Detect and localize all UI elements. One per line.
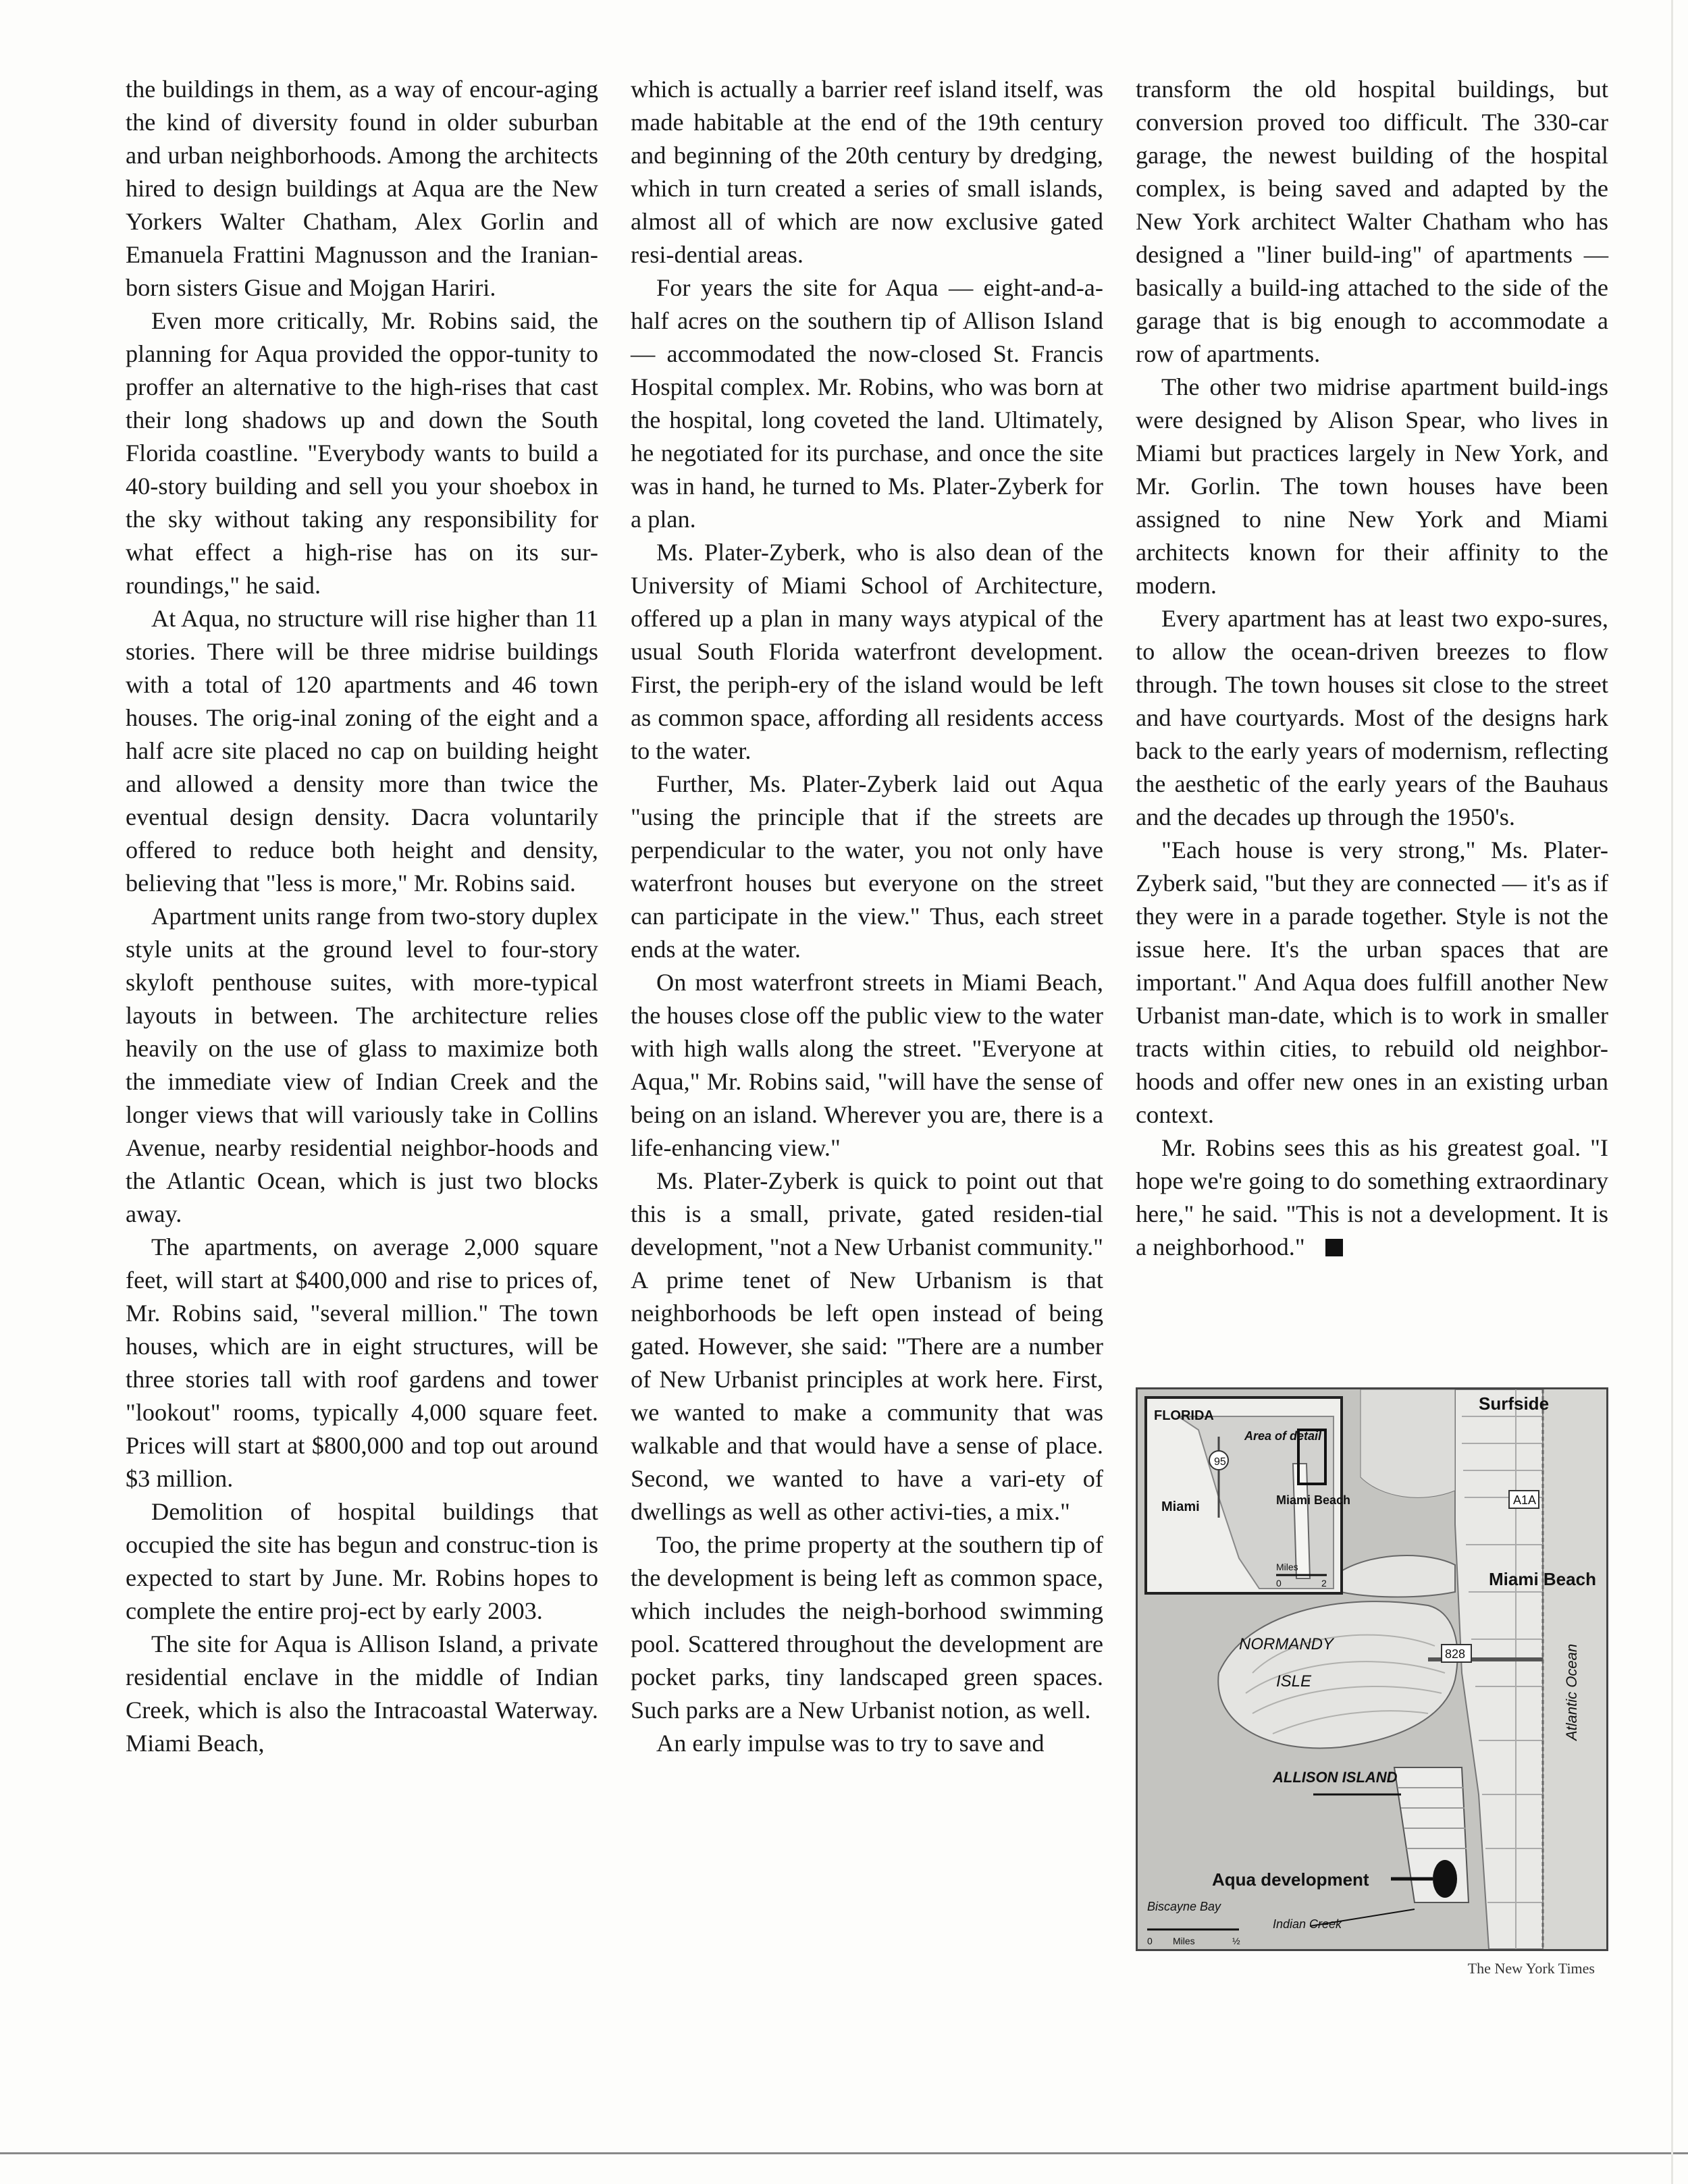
paragraph: Ms. Plater-Zyberk is quick to point out that this is a small, private, gated residen-tial development, "not a New Urbanist community." A prime tenet of New Urbanism is that neighborhoods be left open instead of being gated. However, she said: "There are a number of New Urbanist principles at work here. First, we wanted to make a community that was walkable and that would have a sense of place. Second, we wanted to have a vari-ety of dwellings as well as other activi-ties, a mix." bbox=[631, 1167, 1103, 1525]
paragraph: Every apartment has at least two expo-sures, to allow the ocean-driven breezes to flow through. The town houses sit close to the street and have courtyards. Most of the designs hark back to the early years of modernism, reflecting the aesthetic of the early years of the Bauhaus and the decades up through the 1950's. bbox=[1136, 605, 1608, 830]
label-isle: ISLE bbox=[1276, 1672, 1312, 1690]
area-map bbox=[1136, 1387, 1608, 1951]
label-miles-inset: Miles bbox=[1276, 1562, 1298, 1572]
bottom-edge-line bbox=[0, 2152, 1688, 2154]
label-scale-0: 0 bbox=[1147, 1936, 1153, 1946]
paragraph: On most waterfront streets in Miami Beach, the houses close off the public view to the water with high walls along the street. "Everyone at Aqua," Mr. Robins said, "will have the sense of being on an island. Wherever you are, there is a life-enhancing view." bbox=[631, 969, 1103, 1161]
paragraph: "Each house is very strong," Ms. Plater-Zyberk said, "but they are connected — it's as if they were in a parade together. Style is not the issue here. It's the urban spaces that are important." And Aqua does fulfill another New Urbanist man-date, which is to work in smaller tracts within cities, to rebuild old neighbor-hoods and offer new ones in an existing urban context. bbox=[1136, 836, 1608, 1128]
label-scale-miles: Miles bbox=[1173, 1936, 1195, 1946]
label-indian-creek: Indian Creek bbox=[1273, 1917, 1342, 1931]
paragraph: Ms. Plater-Zyberk, who is also dean of the University of Miami School of Architecture, offered up a plan in many ways atypical of the usual South Florida waterfront development. First, the periph-ery of the island would be left as common space, affording all residents access to the water. bbox=[631, 539, 1103, 764]
label-allison-island: ALLISON ISLAND bbox=[1273, 1769, 1398, 1786]
label-florida: FLORIDA bbox=[1154, 1408, 1214, 1423]
aqua-site-marker bbox=[1433, 1860, 1457, 1898]
paragraph: The apartments, on average 2,000 square feet, will start at $400,000 and rise to prices of, Mr. Robins said, "several million." The town houses, which are in eight structures, will be three stories tall with roof gardens and tower "lookout" rooms, typically 4,000 square feet. Prices will start at $800,000 and top out around $3 million. bbox=[126, 1233, 598, 1492]
label-miles-inset-max: 2 bbox=[1321, 1578, 1327, 1589]
label-miami: Miami bbox=[1161, 1499, 1200, 1514]
label-a1a: A1A bbox=[1513, 1493, 1537, 1507]
text-column-2 bbox=[631, 73, 1103, 1760]
paragraph: The site for Aqua is Allison Island, a private residential enclave in the middle of Indian Creek, which is also the Intracoastal Waterway. Miami Beach, bbox=[126, 1630, 598, 1757]
label-biscayne-bay: Biscayne Bay bbox=[1147, 1900, 1221, 1913]
paragraph: The other two midrise apartment build-ings were designed by Alison Spear, who lives in Miami but practices largely in New York, and Mr. Gorlin. The town houses have been assigned to nine New York and Miami architects known for their affinity to the modern. bbox=[1136, 373, 1608, 599]
label-miami-beach-inset: Miami Beach bbox=[1276, 1493, 1351, 1507]
paragraph: Further, Ms. Plater-Zyberk laid out Aqua "using the principle that if the streets are perpendicular to the water, you not only have waterfront houses but everyone on the street can participate in the view." Thus, each street ends at the water. bbox=[631, 770, 1103, 963]
paragraph: transform the old hospital buildings, but conversion proved too difficult. The 330-car garage, the newest building of the hospital complex, is being saved and adapted by the New York architect Walter Chatham who has designed a "liner build-ing" of apartments — basically a build-ing attached to the side of the garage that is big enough to accommodate a row of apartments. bbox=[1136, 76, 1608, 367]
page-edge bbox=[1671, 0, 1673, 2184]
photo-credit: The New York Times bbox=[1467, 1960, 1595, 1977]
label-route-828: 828 bbox=[1445, 1647, 1466, 1661]
paragraph: Too, the prime property at the southern tip of the development is being left as common space, which includes the neigh-borhood swimming pool. Scattered throughout the development are pocket parks, tiny landscaped green spaces. Such parks are a New Urbanist notion, as well. bbox=[631, 1531, 1103, 1724]
label-aqua-development: Aqua development bbox=[1212, 1869, 1369, 1890]
paragraph: An early impulse was to try to save and bbox=[656, 1730, 1045, 1757]
label-scale-half: ½ bbox=[1232, 1936, 1240, 1946]
paragraph: Demolition of hospital buildings that occupied the site has begun and construc-tion is expected to start by June. Mr. Robins hopes to complete the entire proj-ect by early 2003. bbox=[126, 1498, 598, 1624]
label-normandy: NORMANDY bbox=[1239, 1635, 1334, 1653]
map-figure bbox=[1136, 1387, 1608, 1975]
paragraph: the buildings in them, as a way of encour-aging the kind of diversity found in older suburban and urban neighborhoods. Among the architects hired to design buildings at Aqua are the New Yorkers Walter Chatham, Alex Gorlin and Emanuela Frattini Magnusson and the Iranian-born sisters Gisue and Mojgan Hariri. bbox=[126, 76, 598, 301]
label-i95: 95 bbox=[1214, 1456, 1226, 1468]
label-surfside: Surfside bbox=[1479, 1393, 1550, 1414]
paragraph: Apartment units range from two-story duplex style units at the ground level to four-story skyloft penthouse suites, with more-typical layouts in between. The architecture relies heavily on the use of glass to maximize both the immediate view of Indian Creek and the longer views that will variously take in Collins Avenue, nearby residential neighbor-hoods and the Atlantic Ocean, which is just two blocks away. bbox=[126, 903, 598, 1227]
end-of-article-mark bbox=[1325, 1239, 1343, 1256]
paragraph: Mr. Robins sees this as his greatest goal. "I hope we're going to do something extraordinary here," he said. "This is not a development. It is a neighborhood." bbox=[1136, 1134, 1608, 1260]
text-column-1 bbox=[126, 73, 598, 1760]
paragraph: which is actually a barrier reef island itself, was made habitable at the end of the 19th century and beginning of the 20th century by dredging, which in turn created a series of small islands, almost all of which are now exclusive gated resi-dential areas. bbox=[631, 76, 1103, 268]
label-miles-inset-0: 0 bbox=[1276, 1578, 1282, 1589]
paragraph: For years the site for Aqua — eight-and-a-half acres on the southern tip of Allison Island — accommodated the now-closed St. Francis Hospital complex. Mr. Robins, who was born at the hospital, long coveted the land. Ultimately, he negotiated for its purchase, and once the site was in hand, he turned to Ms. Plater-Zyberk for a plan. bbox=[631, 274, 1103, 533]
paragraph: At Aqua, no structure will rise higher than 11 stories. There will be three midrise buildings with a total of 120 apartments and 46 town houses. The orig-inal zoning of the eight and a half acre site placed no cap on building height and allowed a density more than twice the eventual design density. Dacra voluntarily offered to reduce both height and density, believing that "less is more," Mr. Robins said. bbox=[126, 605, 598, 897]
label-atlantic-ocean: Atlantic Ocean bbox=[1563, 1643, 1580, 1740]
label-miami-beach: Miami Beach bbox=[1489, 1569, 1596, 1589]
label-area-of-detail: Area of detail bbox=[1244, 1429, 1322, 1443]
text-column-3 bbox=[1136, 73, 1608, 1264]
paragraph: Even more critically, Mr. Robins said, the planning for Aqua provided the oppor-tunity to proffer an alternative to the high-rises that cast their long shadows up and down the South Florida coastline. "Everybody wants to build a 40-story building and sell you your shoebox in the sky without taking any responsibility for what effect a high-rise has on its sur-roundings," he said. bbox=[126, 307, 598, 599]
